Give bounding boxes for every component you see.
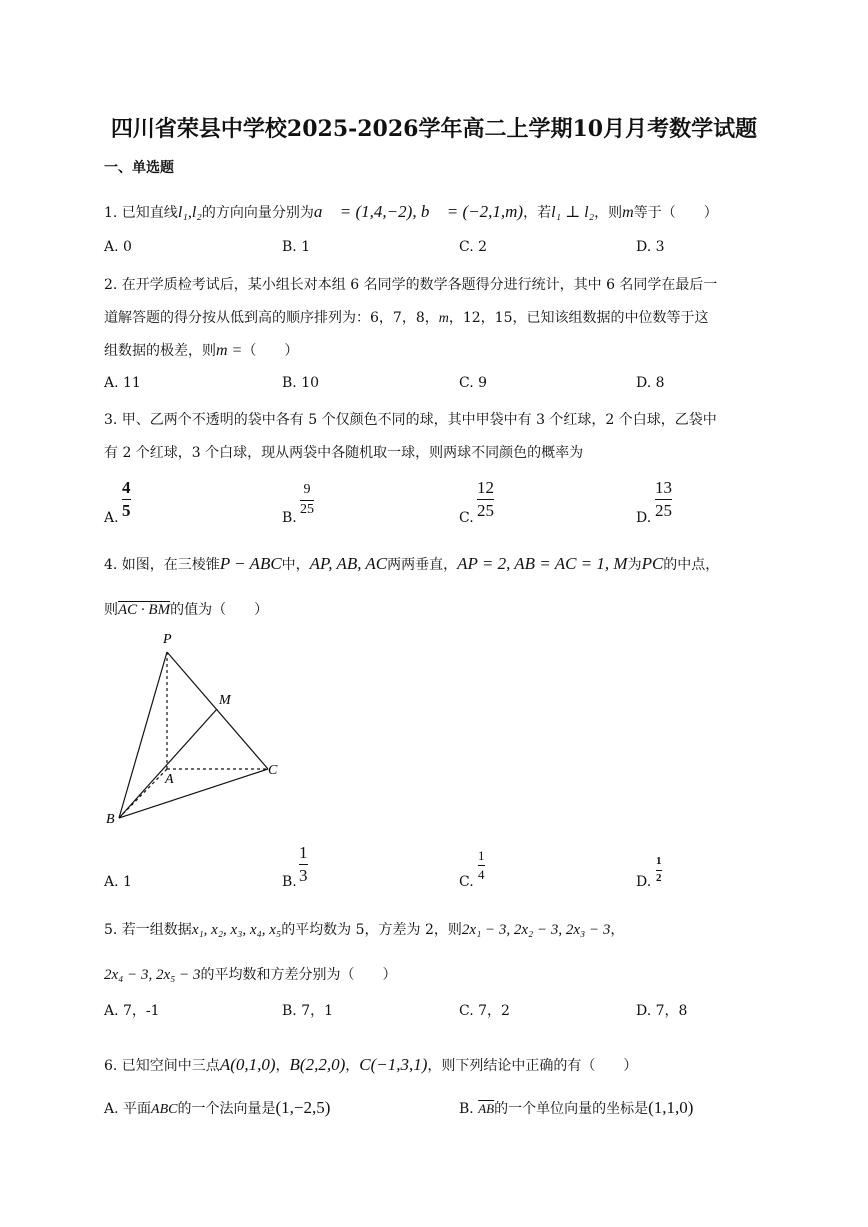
q3-b-numerator: 9 bbox=[303, 482, 311, 497]
q3-option-b-label: B. bbox=[282, 510, 297, 526]
q4-option-d-label: D. bbox=[636, 874, 652, 890]
q6-a-plane: ABC bbox=[151, 1102, 178, 1117]
q2-text-b: ，12，15，已知该组数据的中位数等于这 bbox=[448, 310, 709, 326]
q3-d-numerator: 13 bbox=[655, 478, 672, 497]
q2-option-b[interactable]: B. 10 bbox=[282, 375, 320, 391]
q2-text-d: （ ） bbox=[242, 343, 299, 359]
q1-text-a: 1. 已知直线 bbox=[104, 205, 178, 221]
label-a: A bbox=[165, 772, 174, 787]
q1-m: m bbox=[622, 204, 634, 221]
q3-a-numerator: 4 bbox=[122, 478, 131, 497]
question-5-line-1 bbox=[104, 919, 624, 939]
q4-option-d-fraction bbox=[656, 856, 662, 884]
q1-option-a[interactable]: A. 0 bbox=[104, 239, 132, 255]
q6-sep-2: ， bbox=[345, 1058, 360, 1074]
q6-a-text-2: 的一个法向量是 bbox=[177, 1101, 276, 1117]
q3-d-denominator: 25 bbox=[655, 500, 672, 520]
q2-option-a[interactable]: A. 11 bbox=[104, 375, 141, 391]
q6-point-c: C(−1,3,1) bbox=[359, 1055, 428, 1074]
q4-text-j: 则 bbox=[104, 602, 118, 618]
q2-text-a: 道解答题的得分按从低到高的顺序排列为：6，7，8， bbox=[104, 310, 439, 326]
q1-text-d: ，则 bbox=[594, 205, 623, 221]
q4-option-b-label: B. bbox=[282, 874, 297, 890]
q1-option-d[interactable]: D. 3 bbox=[636, 239, 665, 255]
q4-c-numerator: 1 bbox=[478, 848, 485, 863]
q6-option-b[interactable] bbox=[459, 1098, 693, 1118]
q1-perp: l₁ ⊥ l₂ bbox=[551, 204, 595, 221]
q3-option-c-label: C. bbox=[459, 510, 474, 526]
q6-point-b: B(2,2,0) bbox=[289, 1055, 346, 1074]
q2-text-c: 组数据的极差，则 bbox=[104, 343, 216, 359]
q4-text-g: 为 bbox=[627, 557, 642, 573]
question-3-line-2: 有 2 个红球，3 个白球，现从两袋中各随机取一球，则两球不同颜色的概率为 bbox=[104, 445, 584, 461]
q4-option-a-value: 1 bbox=[123, 874, 132, 890]
tetrahedron-figure bbox=[100, 625, 300, 830]
q5-option-c[interactable]: C. 7，2 bbox=[459, 1003, 510, 1019]
q3-option-a-fraction bbox=[122, 479, 131, 520]
q4-expr-lengths: AP = 2, AB = AC = 1, M bbox=[457, 554, 628, 573]
question-5-line-2 bbox=[104, 964, 397, 984]
question-3-line-1: 3. 甲、乙两个不透明的袋中各有 5 个仅颜色不同的球，其中甲袋中有 3 个红球，2 个白球，乙袋中 bbox=[104, 412, 717, 428]
q3-b-denominator: 25 bbox=[300, 501, 314, 517]
q4-expr-edges: AP, AB, AC bbox=[309, 554, 388, 573]
q1-option-b[interactable]: B. 1 bbox=[282, 239, 311, 255]
q1-lines: l₁,l₂ bbox=[177, 204, 202, 221]
edge-pb bbox=[119, 652, 167, 818]
q2-m-equals: m = bbox=[216, 342, 243, 359]
q5-transformed-2: 2x₄ − 3, 2x₅ − 3 bbox=[104, 967, 201, 983]
q4-option-a-label: A. bbox=[104, 874, 119, 890]
label-c: C bbox=[268, 763, 278, 778]
q4-text-a: 4. 如图，在三棱锥 bbox=[104, 557, 220, 573]
question-1-stem bbox=[104, 202, 718, 222]
q4-option-b-fraction bbox=[299, 844, 308, 885]
section-heading: 一、单选题 bbox=[104, 160, 174, 176]
q5-text-c: 的平均数为 5，方差为 2，则 bbox=[281, 922, 462, 938]
q5-text-e: ， bbox=[610, 922, 625, 938]
q4-option-c-label: C. bbox=[459, 874, 474, 890]
q3-c-numerator: 12 bbox=[477, 478, 494, 497]
q1-option-c[interactable]: C. 2 bbox=[459, 239, 488, 255]
question-4-line-2 bbox=[104, 599, 268, 619]
q3-a-denominator: 5 bbox=[122, 500, 131, 520]
q1-text-e: 等于（ ） bbox=[633, 205, 718, 221]
q4-option-c-fraction bbox=[478, 849, 485, 881]
label-p: P bbox=[163, 632, 172, 647]
q2-option-c[interactable]: C. 9 bbox=[459, 375, 488, 391]
q5-text-a: 5. 若一组数据 bbox=[104, 922, 192, 938]
q4-expr-pc: PC bbox=[641, 554, 664, 573]
label-m: M bbox=[219, 693, 231, 708]
q3-option-d-fraction bbox=[655, 479, 672, 520]
q6-point-a: A(0,1,0) bbox=[219, 1055, 276, 1074]
q5-option-d[interactable]: D. 7，8 bbox=[636, 1003, 688, 1019]
q6-option-a[interactable] bbox=[104, 1098, 330, 1118]
q3-c-denominator: 25 bbox=[477, 500, 494, 520]
q5-text-g: 的平均数和方差分别为（ ） bbox=[200, 967, 397, 983]
q5-transformed-1: 2x₁ − 3, 2x₂ − 3, 2x₃ − 3 bbox=[461, 922, 611, 938]
q5-option-b[interactable]: B. 7，1 bbox=[282, 1003, 334, 1019]
q4-text-i: 的中点， bbox=[663, 557, 720, 573]
q6-text-a: 6. 已知空间中三点 bbox=[104, 1058, 220, 1074]
q6-a-text-1: A. 平面 bbox=[104, 1101, 152, 1117]
q4-b-denominator: 3 bbox=[299, 865, 308, 885]
q1-text-b: 的方向向量分别为 bbox=[201, 205, 314, 221]
edge-pc bbox=[167, 652, 268, 769]
question-2-line-1: 2. 在开学质检考试后，某小组长对本组 6 名同学的数学各题得分进行统计，其中 6 名同学在最后一 bbox=[104, 277, 718, 293]
q4-d-numerator: 1 bbox=[656, 855, 662, 867]
q4-option-a[interactable] bbox=[104, 874, 132, 890]
question-4-line-1 bbox=[104, 554, 719, 574]
q3-option-c-fraction bbox=[477, 479, 494, 520]
q2-option-d[interactable]: D. 8 bbox=[636, 375, 665, 391]
q5-option-a[interactable]: A. 7，-1 bbox=[104, 1003, 160, 1019]
page-title: 四川省荣县中学校2025-2026学年高二上学期10月月考数学试题 bbox=[110, 116, 758, 142]
label-b: B bbox=[106, 812, 115, 827]
q4-c-denominator: 4 bbox=[478, 866, 485, 882]
q5-data-list: x₁, x₂, x₃, x₄, x₅ bbox=[191, 922, 282, 938]
q6-b-text: 的一个单位向量的坐标是 bbox=[494, 1101, 649, 1117]
q6-b-vector-ab: $\overline{AB}$ bbox=[478, 1101, 495, 1116]
q1-text-c: ，若 bbox=[523, 205, 552, 221]
q4-expr-tetra: P − ABC bbox=[219, 554, 282, 573]
q1-vectors: a⃗ = (1,4,−2), b⃗ = (−2,1,m) bbox=[313, 202, 524, 221]
q6-a-vector: (1,−2,5) bbox=[275, 1098, 331, 1117]
q4-text-l: 的值为（ ） bbox=[170, 602, 269, 618]
q6-text-b: ，则下列结论中正确的有（ ） bbox=[427, 1058, 638, 1074]
q4-d-denominator: 2 bbox=[656, 871, 662, 884]
q6-b-coords: (1,1,0) bbox=[648, 1098, 694, 1117]
q4-b-numerator: 1 bbox=[299, 843, 308, 862]
question-6-stem bbox=[104, 1055, 637, 1075]
q4-text-c: 中， bbox=[281, 557, 310, 573]
q3-option-a-label: A. bbox=[104, 510, 119, 526]
question-2-line-2 bbox=[104, 307, 709, 327]
q6-sep-1: ， bbox=[275, 1058, 290, 1074]
q6-b-label: B. bbox=[459, 1101, 474, 1117]
question-2-line-3 bbox=[104, 340, 298, 360]
q4-text-e: 两两垂直， bbox=[387, 557, 458, 573]
q2-m: m bbox=[438, 311, 449, 326]
q4-expr-dot: AC · BM bbox=[118, 602, 171, 618]
q3-option-d-label: D. bbox=[636, 510, 652, 526]
q3-option-b-fraction bbox=[300, 483, 314, 517]
